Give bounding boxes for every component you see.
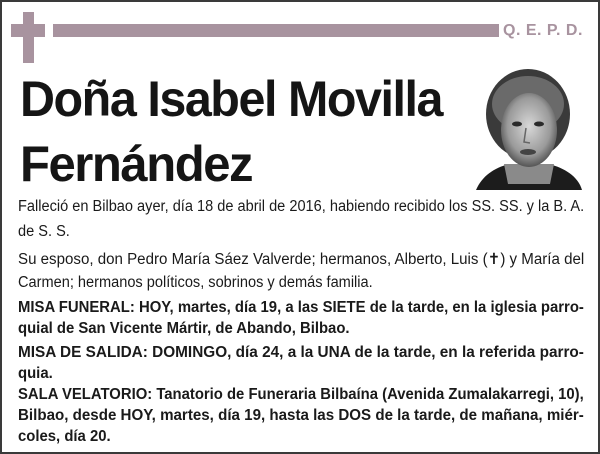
paragraph-5-line: SALA VELATORIO: Tanatorio de Funeraria Bilbaína (Avenida Zumalakarregi, 10),	[18, 386, 584, 403]
header-rule	[53, 24, 499, 37]
deceased-name-line2: Fernández	[20, 136, 253, 192]
paragraph-4-line: MISA DE SALIDA: DOMINGO, día 24, a la UNA de la tarde, en la referida parro-	[18, 344, 584, 361]
paragraph-2-line: Carmen; hermanos políticos, sobrinos y demás familia.	[18, 274, 373, 291]
paragraph-2-line: Su esposo, don Pedro María Sáez Valverde; hermanos, Alberto, Luis (✝) y María del	[18, 251, 585, 268]
paragraph-3-line: quial de San Vicente Mártir, de Abando, Bilbao.	[18, 320, 350, 337]
paragraph-5-line: coles, día 20.	[18, 428, 111, 445]
paragraph-1-line: de S. S.	[18, 223, 70, 240]
qepd-label: Q. E. P. D.	[503, 22, 583, 39]
paragraph-3-line: MISA FUNERAL: HOY, martes, día 19, a las SIETE de la tarde, en la iglesia parro-	[18, 299, 584, 316]
paragraph-5-line: Bilbao, desde HOY, martes, día 19, hasta las DOS de la tarde, de mañana, miér-	[18, 407, 584, 424]
paragraph-1-line: Falleció en Bilbao ayer, día 18 de abril de 2016, habiendo recibido los SS. SS. y la B. A.	[18, 198, 585, 215]
cross-icon	[23, 12, 34, 63]
deceased-name-line1: Doña Isabel Movilla	[20, 71, 443, 127]
cross-icon-arm	[11, 24, 45, 37]
portrait-photo	[474, 64, 583, 190]
paragraph-4-line: quia.	[18, 365, 53, 382]
